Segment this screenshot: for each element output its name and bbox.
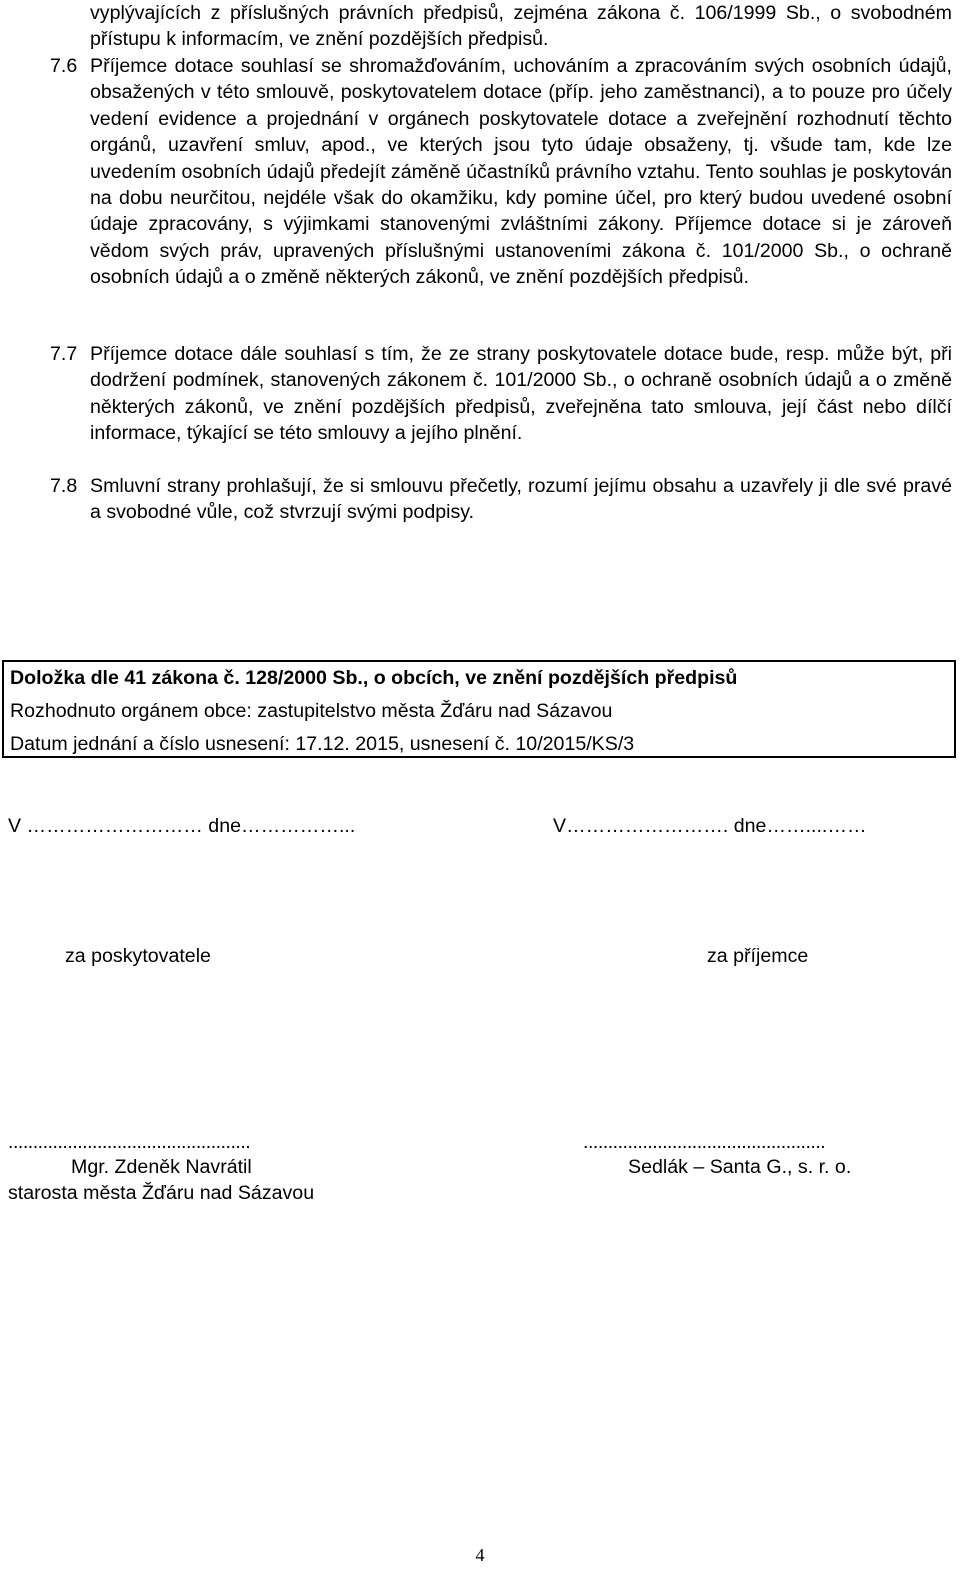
clause-number: 7.8 — [50, 475, 78, 497]
signer-right-name: Sedlák – Santa G., s. r. o. — [628, 1156, 852, 1178]
signature-line-left: ................................................. — [8, 1131, 251, 1153]
clause-text: Smluvní strany prohlašují, že si smlouvu přečetly, rozumí jejímu obsahu a uzavřely ji dle své pravé a svobodné vůle, což stvrzují svými podpisy. — [90, 475, 952, 524]
za-prijemce-label: za příjemce — [707, 945, 809, 967]
clause-number: 7.7 — [50, 343, 78, 365]
dolozka-heading: Doložka dle 41 zákona č. 128/2000 Sb., o obcích, ve znění pozdějších předpisů — [10, 667, 738, 689]
signer-left-name: Mgr. Zdeněk Navrátil — [71, 1156, 252, 1178]
dolozka-organ: Rozhodnuto orgánem obce: zastupitelstvo města Žďáru nad Sázavou — [10, 700, 613, 722]
signature-line-right: ................................................. — [583, 1131, 826, 1153]
dolozka-datum: Datum jednání a číslo usnesení: 17.12. 2015, usnesení č. 10/2015/KS/3 — [10, 733, 635, 755]
za-poskytovatele-label: za poskytovatele — [65, 945, 211, 967]
place-date-right: V……………………. dne……....…… — [553, 815, 867, 837]
continuation-paragraph: vyplývajících z příslušných právních předpisů, zejména zákona č. 106/1999 Sb., o svobodném přístupu k informacím, ve znění pozdějších předpisů. — [90, 2, 952, 51]
clause-text: Příjemce dotace dále souhlasí s tím, že ze strany poskytovatele dotace bude, resp. může být, při dodržení podmínek, stanovených zákonem č. 101/2000 Sb., o ochraně osobních údajů a o změně některých zákonů, ve znění pozdějších předpisů, zveřejněna tato smlouva, její část nebo dílčí informace, týkající se této smlouvy a jejího plnění. — [90, 343, 952, 445]
dolozka-box — [2, 660, 956, 758]
page-number: 4 — [475, 1545, 485, 1565]
signer-left-title: starosta města Žďáru nad Sázavou — [8, 1182, 315, 1204]
place-date-left: V ……………………… dne……………... — [8, 815, 356, 837]
clause-number: 7.6 — [50, 55, 78, 77]
clause-text: Příjemce dotace souhlasí se shromažďováním, uchováním a zpracováním svých osobních údajů, obsažených v této smlouvě, poskytovatelem dotace (příp. jeho zaměstnanci), a to pouze pro účely vedení evidence a projednání v orgánech poskytovatele dotace a zveřejnění rozhodnutí těchto orgánů, uzavření smluv, apod., ve kterých jsou tyto údaje obsaženy, tj. všude tam, kde lze uvedením osobních údajů předejít záměně účastníků právního vztahu. Tento souhlas je poskytován na dobu neurčitou, nejdéle však do okamžiku, kdy pomine účel, pro který budou uvedené osobní údaje zpracovány, s výjimkami stanovenými zvláštními zákony. Příjemce dotace si je zároveň vědom svých práv, upravených příslušnými ustanoveními zákona č. 101/2000 Sb., o ochraně osobních údajů a o změně některých zákonů, ve znění pozdějších předpisů. — [90, 55, 952, 289]
